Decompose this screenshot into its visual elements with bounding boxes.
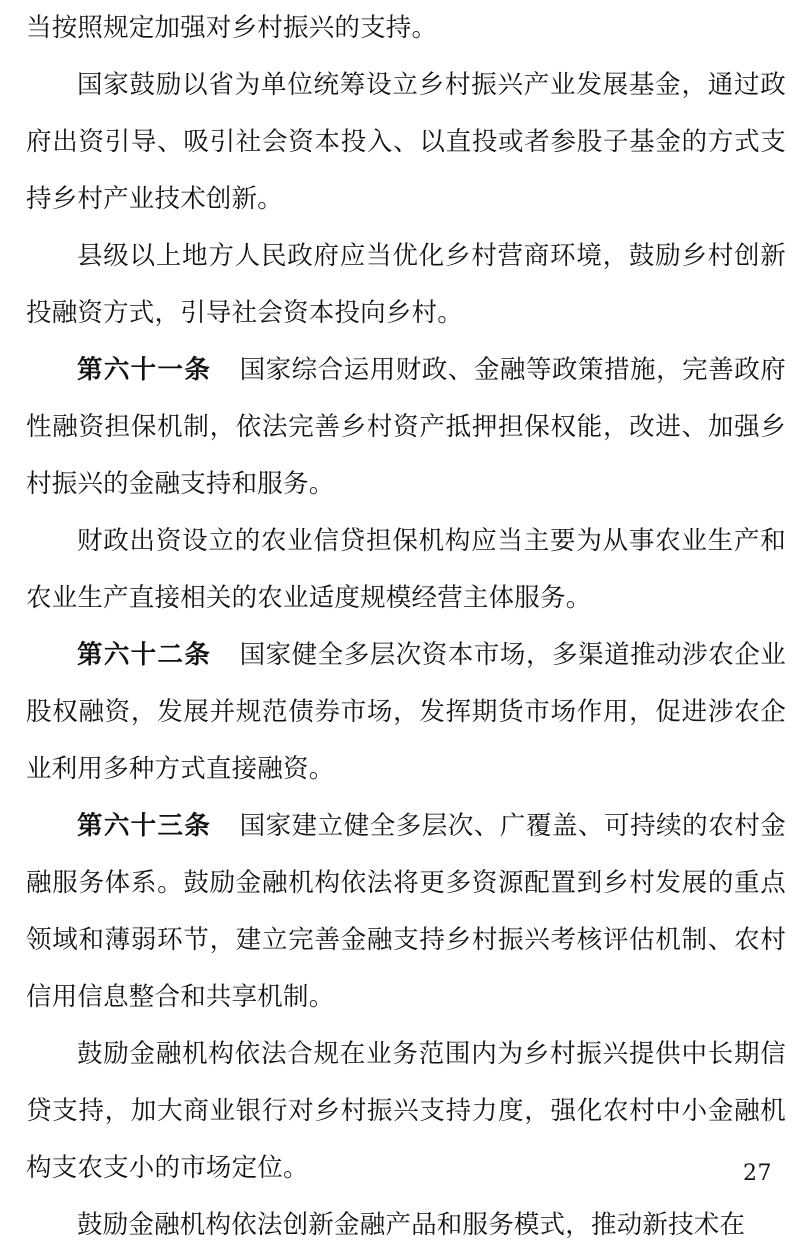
article-text: 国家综合运用财政、金融等政策措施，完善政府性融资担保机制，依法完善乡村资产抵押担保权能，改进、加强乡村振兴的金融支持和服务。 — [26, 355, 786, 499]
paragraph: 国家鼓励以省为单位统筹设立乡村振兴产业发展基金，通过政府出资引导、吸引社会资本投入、以直投或者参股子基金的方式支持乡村产业技术创新。 — [26, 70, 786, 214]
article-label: 第六十二条 — [77, 640, 212, 670]
paragraph: 鼓励金融机构依法合规在业务范围内为乡村振兴提供中长期信贷支持，加大商业银行对乡村振兴支持力度，强化农村中小金融机构支农支小的市场定位。 — [26, 1039, 786, 1183]
article-paragraph — [26, 798, 786, 1026]
paragraph: 县级以上地方人民政府应当优化乡村营商环境，鼓励乡村创新投融资方式，引导社会资本投向乡村。 — [26, 241, 786, 328]
article-label: 第六十三条 — [77, 811, 212, 841]
document-body — [26, 0, 786, 1254]
paragraph: 鼓励金融机构依法创新金融产品和服务模式，推动新技术在 — [77, 1210, 746, 1240]
article-label: 第六十一条 — [77, 355, 212, 385]
paragraph: 财政出资设立的农业信贷担保机构应当主要为从事农业生产和农业生产直接相关的农业适度规模经营主体服务。 — [26, 526, 786, 613]
article-paragraph — [26, 342, 786, 513]
page-number: 27 — [743, 1161, 772, 1186]
article-text: 国家健全多层次资本市场，多渠道推动涉农企业股权融资，发展并规范债券市场，发挥期货市场作用，促进涉农企业利用多种方式直接融资。 — [26, 640, 786, 784]
article-paragraph — [26, 627, 786, 798]
article-text: 国家建立健全多层次、广覆盖、可持续的农村金融服务体系。鼓励金融机构依法将更多资源配置到乡村发展的重点领域和薄弱环节，建立完善金融支持乡村振兴考核评估机制、农村信用信息整合和共享机制。 — [26, 811, 786, 1012]
paragraph-continuation: 当按照规定加强对乡村振兴的支持。 — [26, 13, 438, 43]
